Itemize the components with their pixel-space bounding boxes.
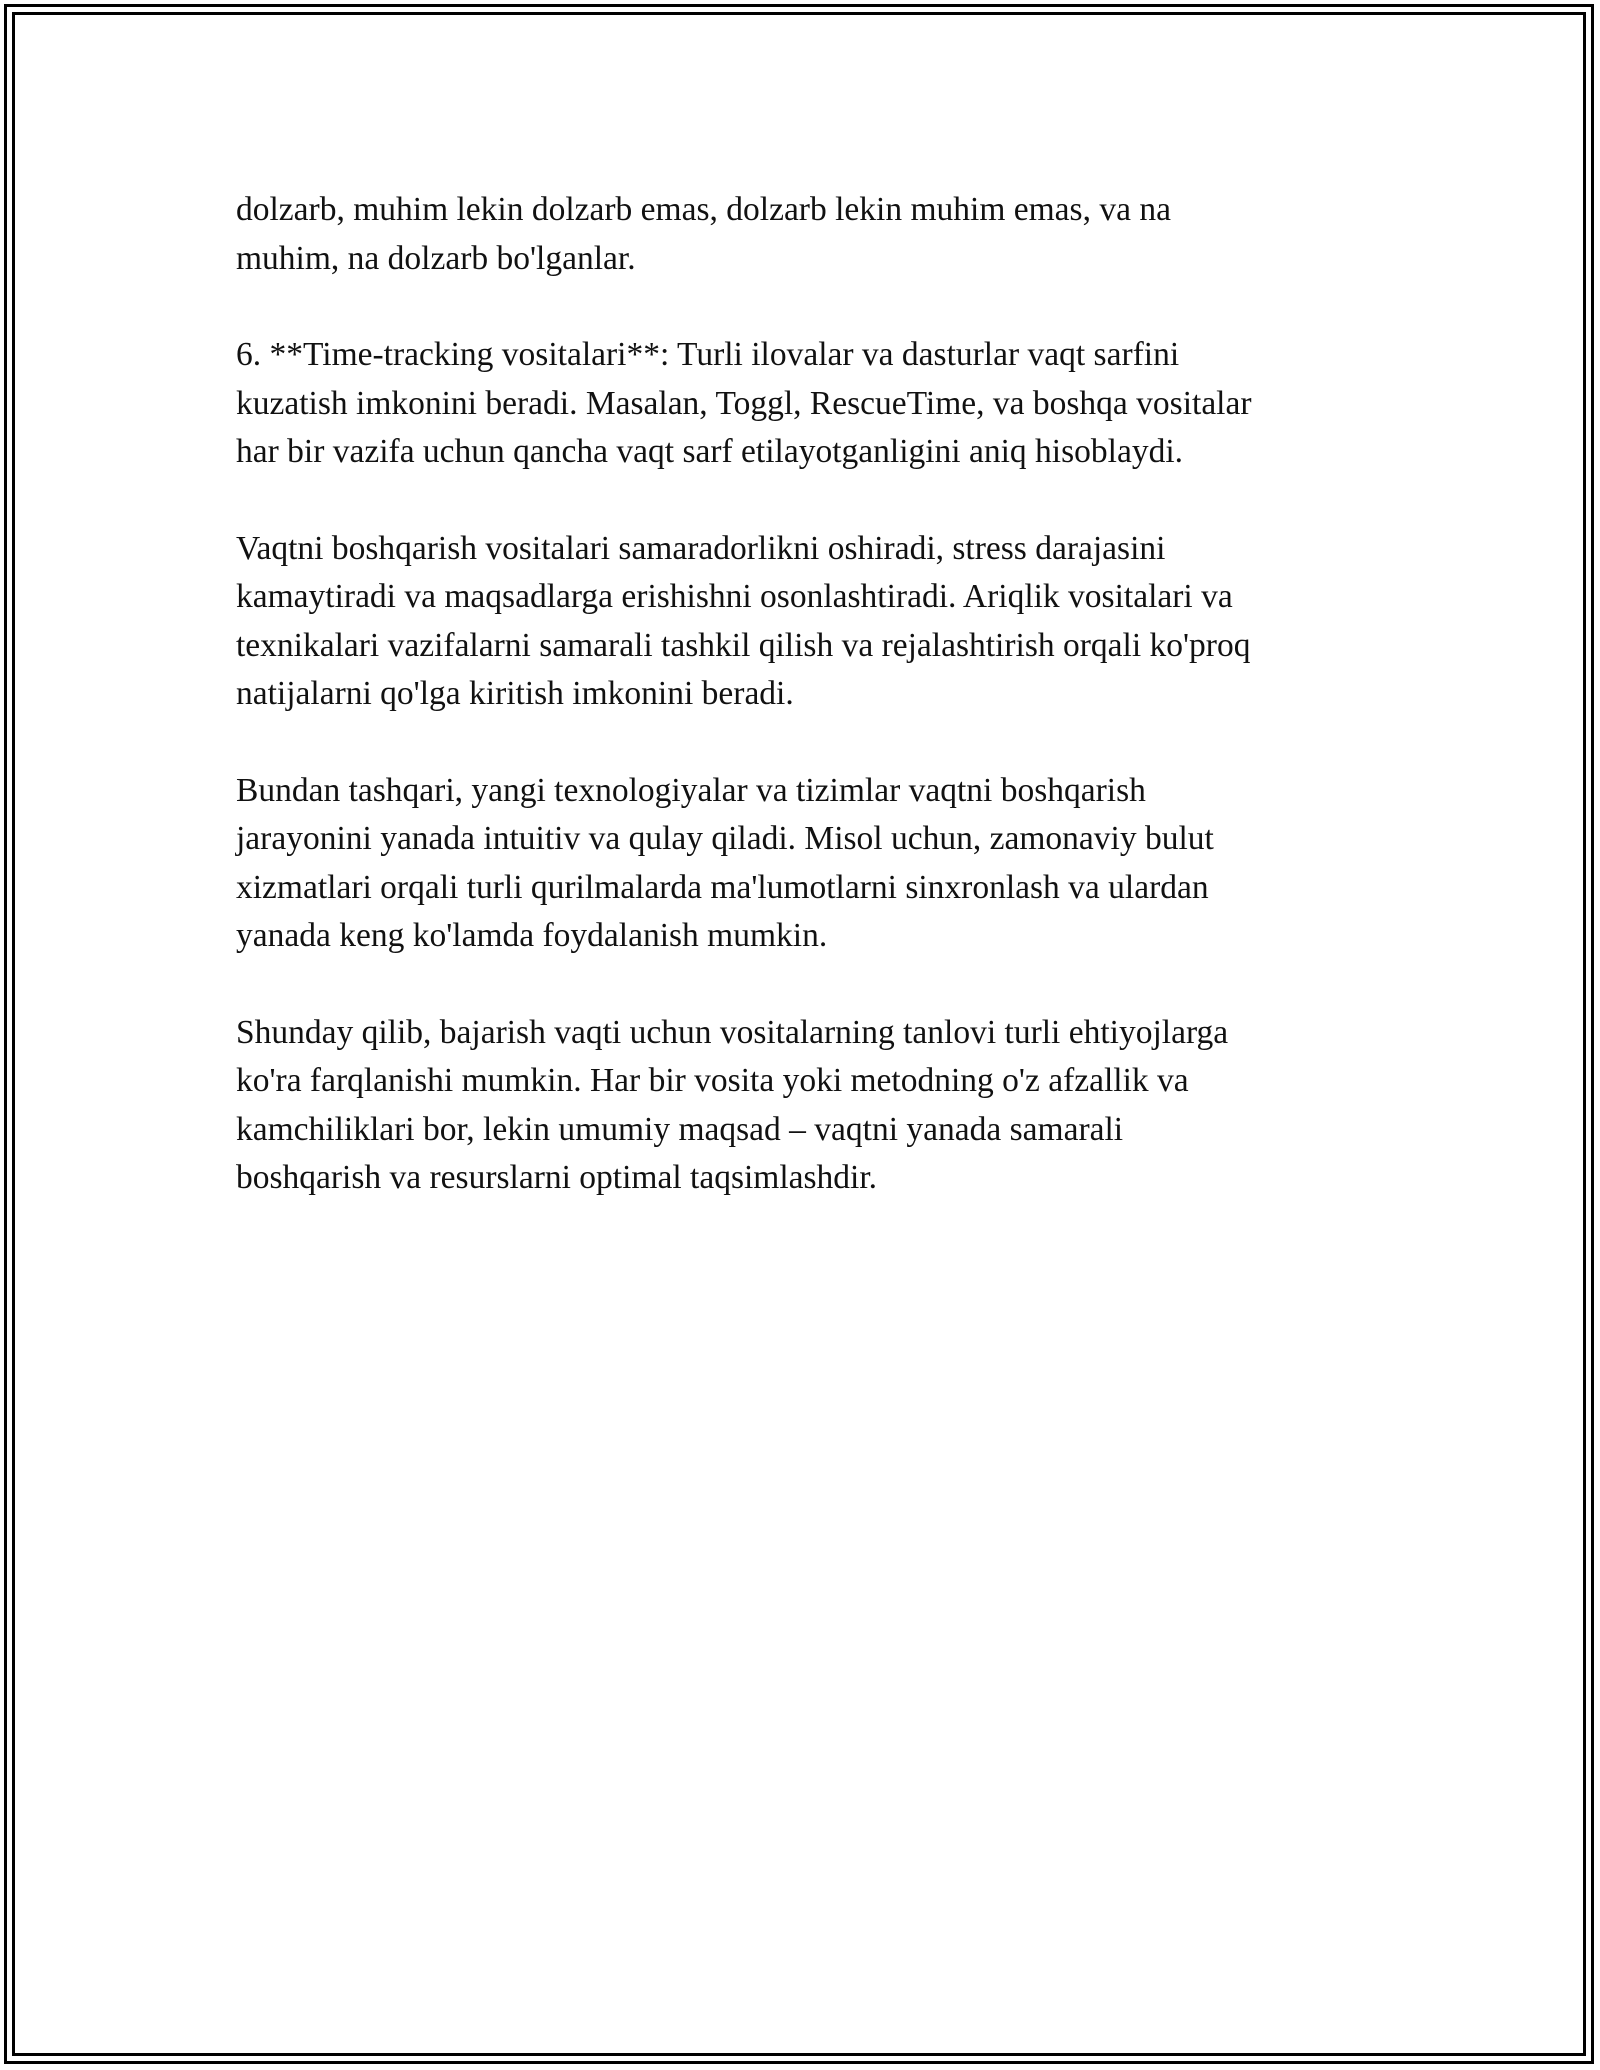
text-line: muhim, na dolzarb bo'lganlar. <box>236 239 636 277</box>
text-line: Shunday qilib, bajarish vaqti uchun vositalarning tanlovi turli ehtiyojlarga <box>236 1013 1229 1051</box>
text-line: Bundan tashqari, yangi texnologiyalar va tizimlar vaqtni boshqarish <box>236 771 1146 809</box>
text-line: boshqarish va resurslarni optimal taqsimlashdir. <box>236 1159 878 1196</box>
text-line: kuzatish imkonini beradi. Masalan, Toggl, RescueTime, va boshqa vositalar <box>236 384 1252 422</box>
document-body <box>236 186 1366 1251</box>
text-line: xizmatlari orqali turli qurilmalarda ma'lumotlarni sinxronlash va ulardan <box>236 868 1209 906</box>
text-line: 6. **Time-tracking vositalari**: Turli ilovalar va dasturlar vaqt sarfini <box>236 336 1180 373</box>
text-line: jarayonini yanada intuitiv va qulay qiladi. Misol uchun, zamonaviy bulut <box>236 820 1214 857</box>
paragraph-2 <box>236 331 1366 477</box>
text-line: Vaqtni boshqarish vositalari samaradorlikni oshiradi, stress darajasini <box>236 529 1166 567</box>
paragraph-1 <box>236 186 1366 283</box>
paragraph-3 <box>236 525 1366 719</box>
text-line: dolzarb, muhim lekin dolzarb emas, dolzarb lekin muhim emas, va na <box>236 191 1171 228</box>
paragraph-4 <box>236 767 1366 961</box>
text-line: har bir vazifa uchun qancha vaqt sarf etilayotganligini aniq hisoblaydi. <box>236 433 1183 470</box>
text-line: ko'ra farqlanishi mumkin. Har bir vosita yoki metodning o'z afzallik va <box>236 1062 1189 1099</box>
text-line: texnikalari vazifalarni samarali tashkil qilish va rejalashtirish orqali ko'proq <box>236 626 1251 664</box>
paragraph-5 <box>236 1009 1366 1203</box>
text-line: natijalarni qo'lga kiritish imkonini beradi. <box>236 675 794 712</box>
text-line: yanada keng ko'lamda foydalanish mumkin. <box>236 917 828 954</box>
text-line: kamchiliklari bor, lekin umumiy maqsad – vaqtni yanada samarali <box>236 1110 1124 1148</box>
text-line: kamaytiradi va maqsadlarga erishishni osonlashtiradi. Ariqlik vositalari va <box>236 578 1233 615</box>
